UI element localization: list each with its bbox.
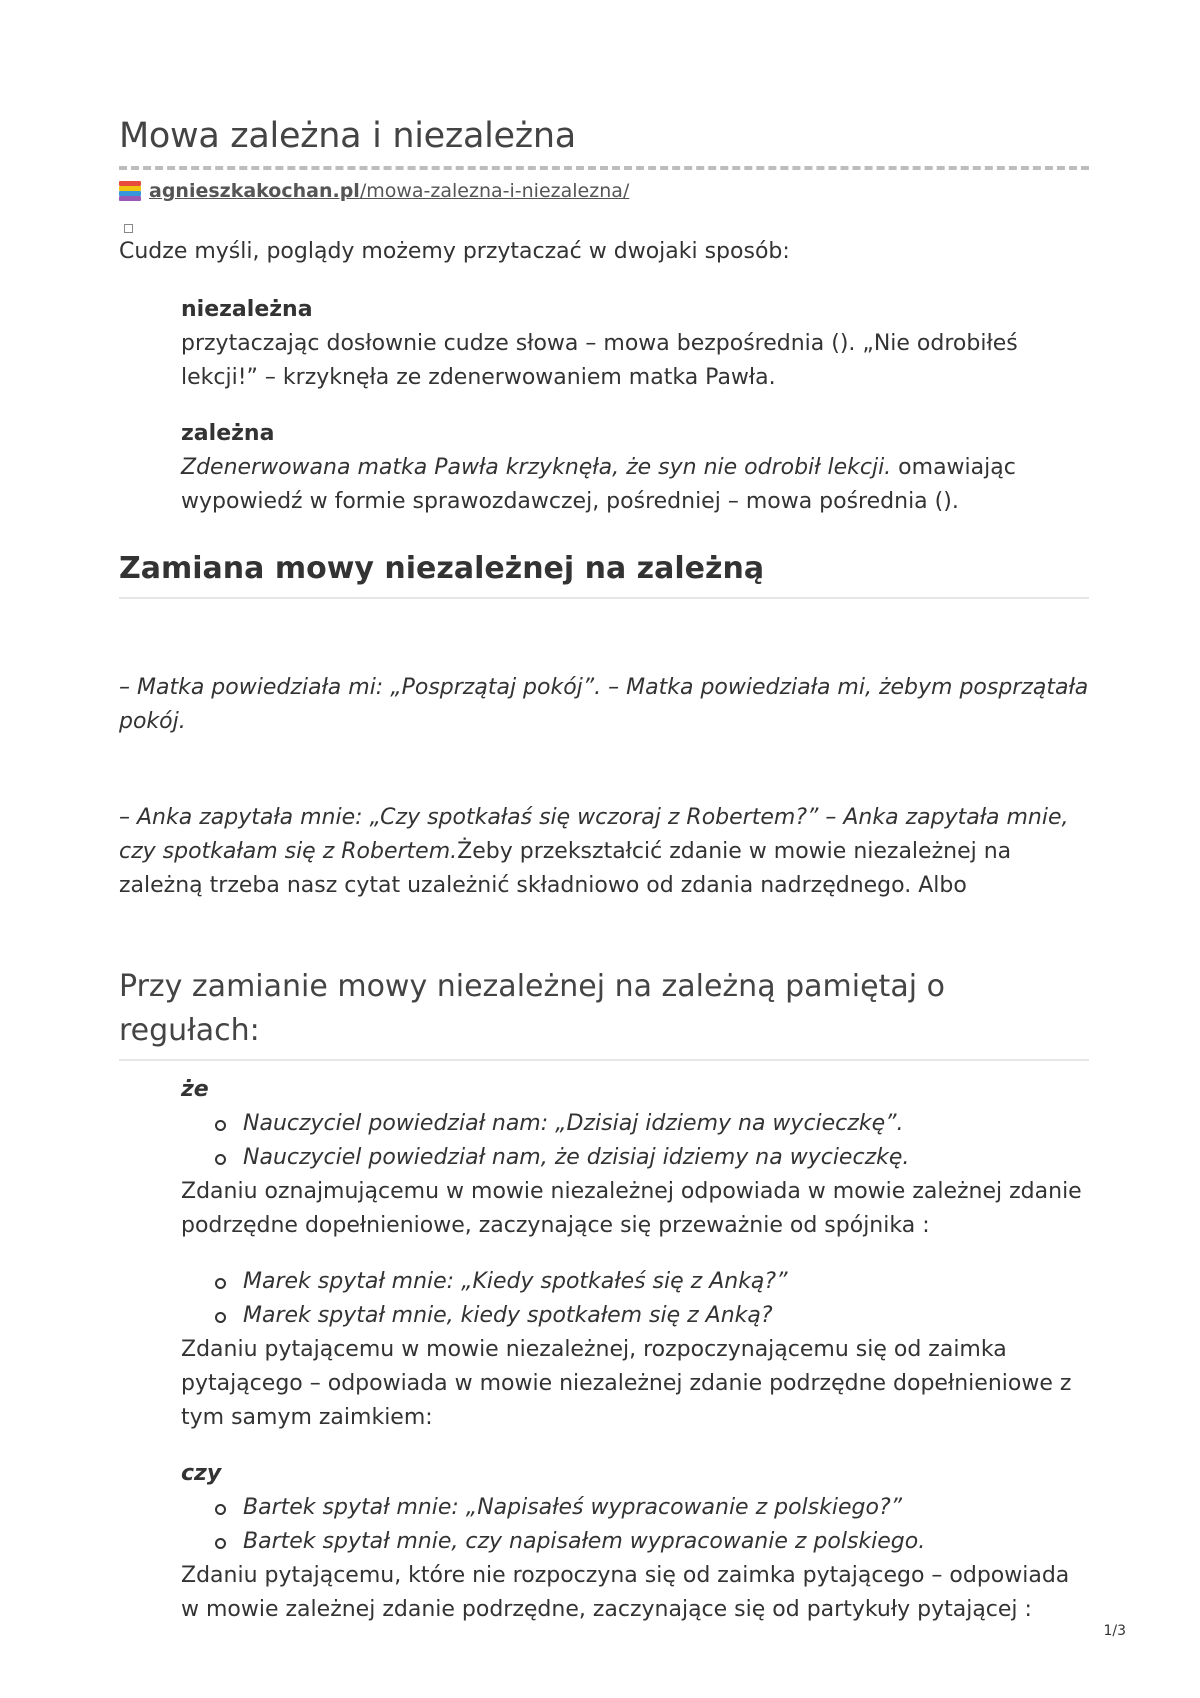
list-item-text: Nauczyciel powiedział nam: „Dzisiaj idziemy na wycieczkę”. [243, 1111, 904, 1136]
list-item [243, 1107, 1089, 1141]
list-item [243, 1141, 1089, 1175]
intro-paragraph: Cudze myśli, poglądy możemy przytaczać w dwojaki sposób: [119, 239, 790, 264]
example-list [181, 1265, 1089, 1333]
bullet-circle-icon [215, 1538, 226, 1549]
list-item [243, 1299, 1089, 1333]
definition-example: Zdenerwowana matka Pawła krzyknęła, że syn nie odrobił lekcji. [181, 455, 892, 480]
bullet-circle-icon [215, 1312, 226, 1323]
definition-text: przytaczając dosłownie cudze słowa – mowa bezpośrednia (). „Nie odrobiłeś lekcji!” – krzyknęła ze zdenerwowaniem matka Pawła. [181, 331, 1018, 390]
definition-term: niezależna [181, 297, 313, 322]
rule-description: Zdaniu pytającemu w mowie niezależnej, rozpoczynającemu się od zaimka pytającego – odpowiada w mowie niezależnej zdanie podrzędne dopełnieniowe z tym samym zaimkiem: [181, 1337, 1072, 1430]
definition-text [181, 451, 1089, 519]
bullet-circle-icon [215, 1154, 226, 1165]
spacer [181, 1243, 1089, 1265]
definition-term: zależna [181, 421, 275, 446]
explanation-text: Żeby przekształcić zdanie w mowie niezależnej na zależną trzeba nasz cytat uzależnić składniowo od zdania nadrzędnego. Albo [119, 839, 1012, 898]
example-list [181, 1107, 1089, 1175]
rule-term: że [181, 1077, 209, 1102]
title-divider [119, 166, 1089, 170]
source-link[interactable] [149, 178, 629, 204]
rules-section [119, 965, 1089, 1627]
list-item-text: Bartek spytał mnie: „Napisałeś wypracowanie z polskiego?” [243, 1495, 903, 1520]
list-item [243, 1491, 1089, 1525]
rule-block [181, 1073, 1089, 1627]
list-item [243, 1265, 1089, 1299]
logo-stripe [119, 196, 141, 201]
rule-description: Zdaniu pytającemu, które nie rozpoczyna się od zaimka pytającego – odpowiada w mowie zależnej zdanie podrzędne, zaczynające się od partykuły pytającej : [181, 1563, 1070, 1622]
stacked-books-icon [119, 181, 141, 201]
list-item-text: Marek spytał mnie: „Kiedy spotkałeś się z Anką?” [243, 1269, 788, 1294]
page-title: Mowa zależna i niezależna [119, 116, 576, 156]
list-item-text: Bartek spytał mnie, czy napisałem wypracowanie z polskiego. [243, 1529, 926, 1554]
bullet-circle-icon [215, 1278, 226, 1289]
section-heading: Zamiana mowy niezależnej na zależną [119, 551, 765, 586]
source-domain: agnieszkakochan.pl [149, 180, 360, 202]
list-item-text: Nauczyciel powiedział nam, że dzisiaj idziemy na wycieczkę. [243, 1145, 910, 1170]
section-divider [119, 1059, 1089, 1061]
section-divider [119, 597, 1089, 599]
example-paragraph [119, 671, 1089, 739]
example-paragraph [119, 801, 1089, 903]
document-page [119, 110, 1089, 1627]
rule-description: Zdaniu oznajmującemu w mowie niezależnej odpowiada w mowie zależnej zdanie podrzędne dopełnieniowe, zaczynające się przeważnie od spójnika : [181, 1179, 1082, 1238]
list-item [243, 1525, 1089, 1559]
example-list [181, 1491, 1089, 1559]
bullet-circle-icon [215, 1504, 226, 1515]
example-text: – Matka powiedziała mi: „Posprzątaj pokój”. – Matka powiedziała mi, żebym posprzątała pokój. [119, 675, 1089, 734]
list-item-text: Marek spytał mnie, kiedy spotkałem się z Anką? [243, 1303, 773, 1328]
rule-term: czy [181, 1461, 222, 1486]
source-path: /mowa-zalezna-i-niezalezna/ [359, 180, 630, 202]
broken-image-placeholder [124, 224, 133, 233]
example-text: – Anka zapytała mnie: „Czy spotkałaś się wczoraj z Robertem?” – Anka zapytała mnie, czy spotkałam się z Robertem. [119, 805, 1069, 864]
page-number: 1/3 [1103, 1623, 1126, 1639]
definition-niezalezna [181, 293, 1089, 395]
bullet-circle-icon [215, 1120, 226, 1131]
definition-zalezna [181, 417, 1089, 519]
section-heading: Przy zamianie mowy niezależnej na zależną pamiętaj o regułach: [119, 969, 945, 1048]
definition-explanation: omawiając wypowiedź w formie sprawozdawczej, pośredniej – mowa pośrednia (). [181, 455, 1016, 514]
source-line [119, 178, 1089, 204]
